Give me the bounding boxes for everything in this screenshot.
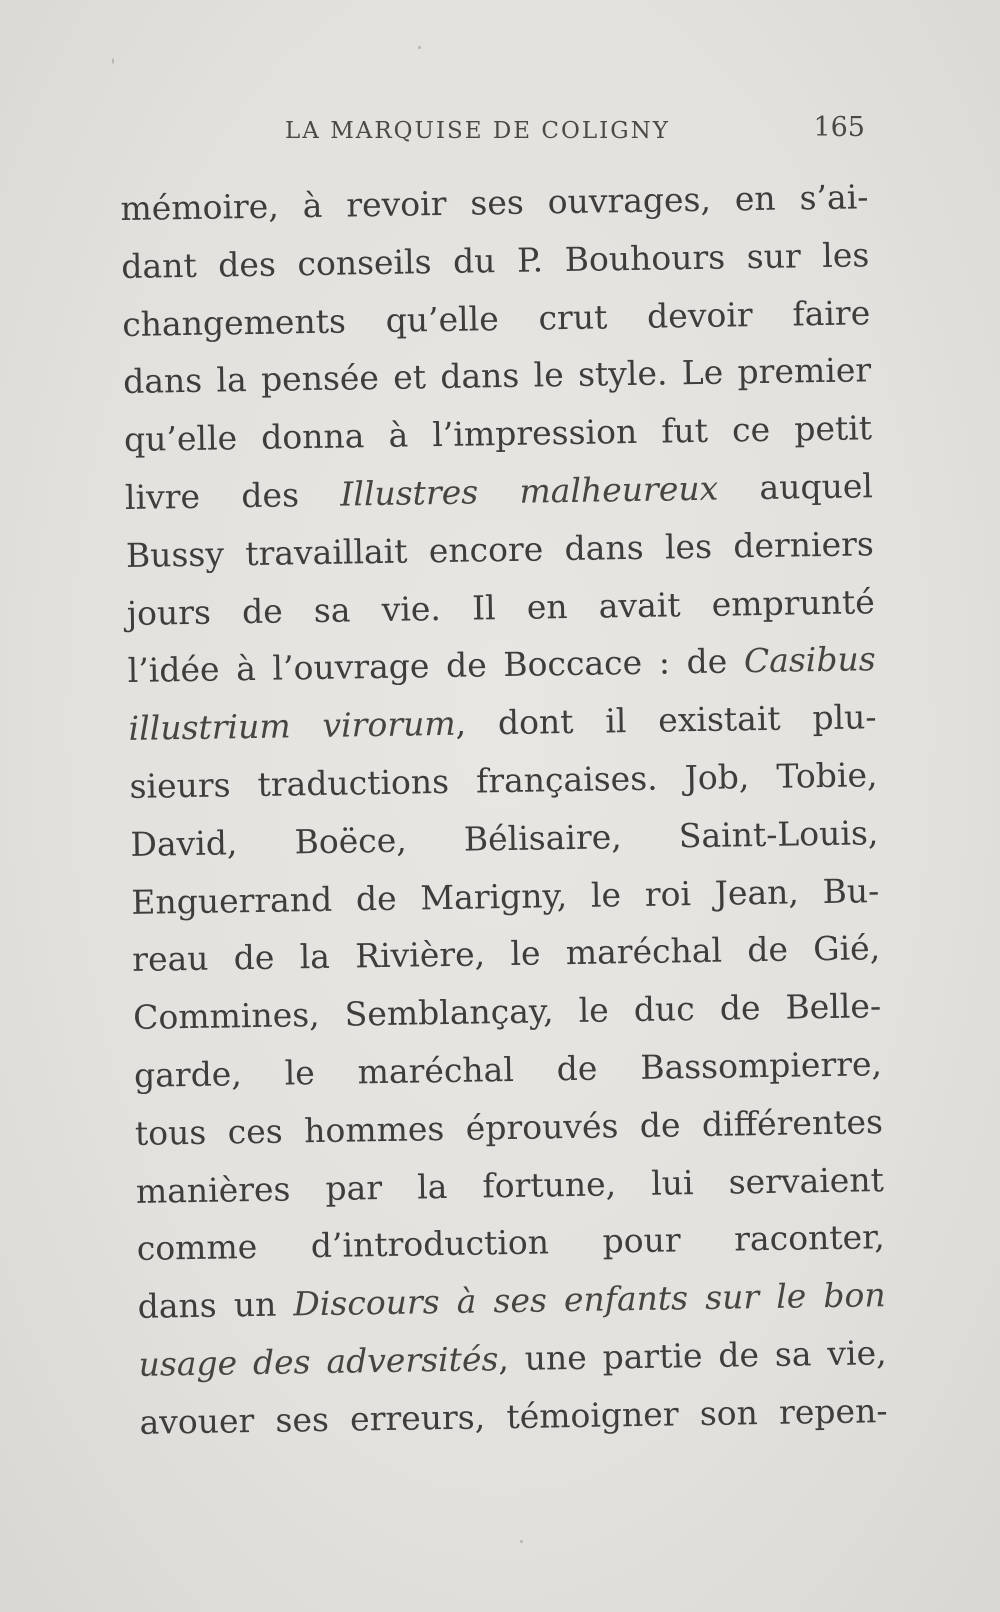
page-number: 165 [813, 112, 865, 143]
text-run: Casibus [743, 639, 876, 681]
text-run: , dont il existait plu- [455, 697, 877, 743]
text-run: manières par la fortune, lui servaient [135, 1159, 885, 1211]
running-title: LA MARQUISE DE COLIGNY [285, 118, 670, 144]
text-run: avouer ses erreurs, témoigner son repen- [139, 1390, 888, 1442]
text-run: comme d’introduction pour raconter, [136, 1217, 886, 1269]
text-run: mémoire, à revoir ses ouvrages, en s’ai- [120, 177, 869, 228]
paper-speck [418, 46, 421, 49]
text-run: Enguerrand de Marigny, le roi Jean, Bu- [131, 870, 880, 922]
text-run: changements qu’elle crut devoir faire [121, 292, 871, 344]
text-run: jours de sa vie. Il en avait emprunté [126, 581, 876, 633]
text-run: dans la pensée et dans le style. Le premier [122, 350, 872, 402]
paper-speck [520, 1540, 523, 1543]
text-run: Commines, Semblançay, le duc de Belle- [132, 986, 882, 1038]
text-run: sieurs traductions françaises. Job, Tobie, [129, 755, 878, 806]
text-run: David, Boëce, Bélisaire, Saint-Louis, [130, 812, 879, 864]
paper-speck [112, 58, 114, 64]
text-run: Illustres malheureux [339, 468, 719, 514]
text-run: tous ces hommes éprouvés de différentes [134, 1101, 884, 1153]
text-run: , une partie de sa vie, [498, 1333, 887, 1379]
text-run: reau de la Rivière, le maréchal de Gié, [131, 928, 881, 980]
running-head [120, 112, 880, 152]
body-text [120, 168, 888, 1451]
text-run: Discours à ses enfants sur le bon [293, 1275, 886, 1324]
text-run: illustrium virorum [128, 703, 456, 749]
text-run: dant des conseils du P. Bouhours sur les [121, 235, 870, 286]
text-run: Bussy travaillait encore dans les derniers [125, 523, 875, 575]
text-run: usage des adversités [138, 1339, 499, 1384]
text-run: qu’elle donna à l’impression fut ce petit [123, 408, 873, 460]
text-run: l’idée à l’ouvrage de Boccace : de [127, 641, 745, 691]
text-line [139, 1382, 888, 1452]
text-run: livre des [124, 474, 341, 517]
text-run: dans un [137, 1284, 294, 1326]
text-run: garde, le maréchal de Bassompierre, [133, 1044, 883, 1095]
text-run: auquel [717, 466, 874, 508]
